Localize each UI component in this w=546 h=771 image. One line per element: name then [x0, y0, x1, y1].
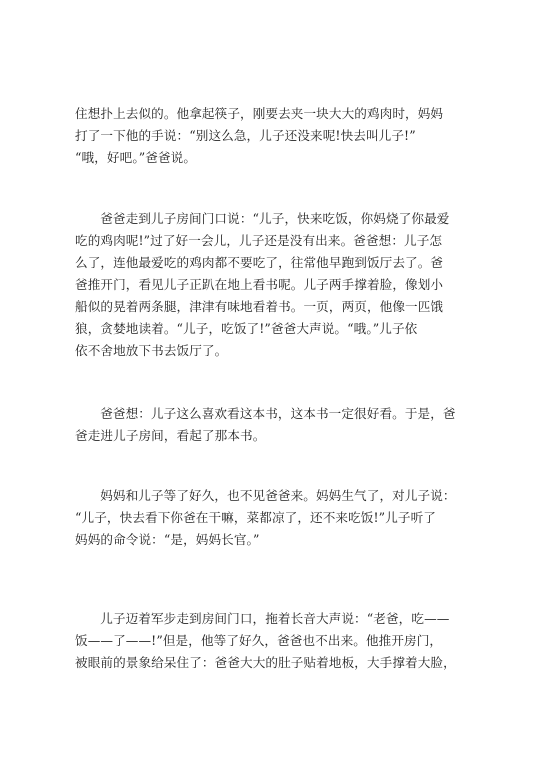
- text-line: 儿子迈着军步走到房间门口，拖着长音大声说：“老爸，吃——: [100, 611, 450, 626]
- text-line: 么了，连他最爱吃的鸡肉都不要吃了，往常他早跑到饭厅去了。爸: [75, 255, 444, 270]
- text-line: “哦，好吧。”爸爸说。: [75, 150, 197, 165]
- paragraph-3: [75, 403, 475, 447]
- text-line: “儿子，快去看下你爸在干嘛，菜都凉了，还不来吃饭!”儿子听了: [75, 510, 436, 525]
- text-line: 吃的鸡肉呢!”过了好一会儿，儿子还是没有出来。爸爸想：儿子怎: [75, 233, 443, 248]
- text-line: 妈妈和儿子等了好久，也不见爸爸来。妈妈生气了，对儿子说：: [100, 488, 456, 503]
- text-line: 爸走进儿子房间，看起了那本书。: [75, 428, 266, 443]
- text-line: 饭——了——!”但是，他等了好久，爸爸也不出来。他推开房门，: [75, 633, 443, 648]
- paragraph-5: [75, 608, 475, 674]
- text-line: 妈妈的命令说：“是，妈妈长官。”: [75, 532, 260, 547]
- paragraph-1: [75, 103, 475, 169]
- text-line: 狼，贪婪地读着。“儿子，吃饭了!”爸爸大声说。“哦。”儿子依: [75, 321, 418, 336]
- text-line: 打了一下他的手说：“别这么急，儿子还没来呢!快去叫儿子!”: [75, 128, 416, 143]
- paragraph-2: [75, 208, 475, 362]
- text-line: 船似的晃着两条腿，津津有味地看着书。一页，两页，他像一匹饿: [75, 299, 444, 314]
- paragraph-4: [75, 485, 475, 551]
- text-line: 依不舍地放下书去饭厅了。: [75, 343, 228, 358]
- text-line: 住想扑上去似的。他拿起筷子，刚要去夹一块大大的鸡肉时，妈妈: [75, 106, 444, 121]
- text-line: 爸爸想：儿子这么喜欢看这本书，这本书一定很好看。于是，爸: [100, 406, 456, 421]
- text-line: 被眼前的景象给呆住了：爸爸大大的肚子贴着地板，大手撑着大脸，: [75, 655, 456, 670]
- text-line: 爸爸走到儿子房间门口说：“儿子，快来吃饭，你妈烧了你最爱: [100, 211, 450, 226]
- text-line: 爸推开门，看见儿子正趴在地上看书呢。儿子两手撑着脸，像划小: [75, 277, 444, 292]
